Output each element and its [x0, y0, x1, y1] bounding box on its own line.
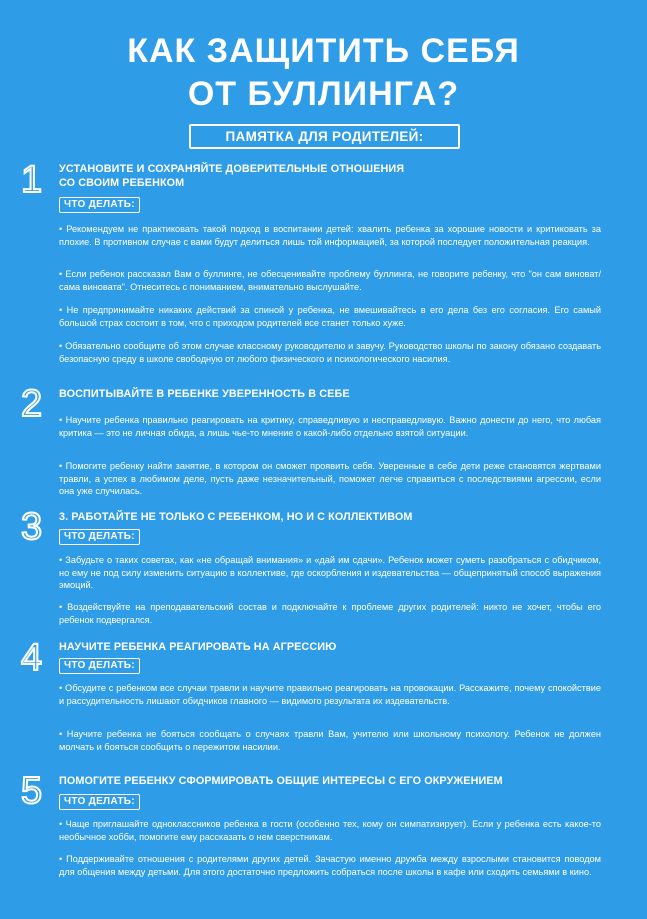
section-5-number: 5: [21, 770, 43, 812]
section-1-number: 1: [21, 159, 43, 201]
section-1-paragraph-3: • Не предпринимайте никаких действий за спиной у ребенка, не вмешивайтесь в его дела без его согласия. Его самый большой страх состоит в том, что с приходом родителей все станет только хуже.: [59, 305, 601, 328]
section-4-todo-label: ЧТО ДЕЛАТЬ:: [59, 658, 140, 674]
section-1-todo-label: ЧТО ДЕЛАТЬ:: [59, 197, 140, 213]
section-4-number: 4: [21, 637, 43, 679]
section-1-heading: [59, 162, 619, 190]
page-title: [0, 30, 647, 116]
section-4-heading: НАУЧИТЕ РЕБЕНКА РЕАГИРОВАТЬ НА АГРЕССИЮ: [59, 641, 337, 653]
section-2-number: 2: [21, 383, 43, 425]
subtitle-badge: ПАМЯТКА ДЛЯ РОДИТЕЛЕЙ:: [189, 124, 460, 149]
section-1-paragraph-1: • Рекомендуем не практиковать такой подход в воспитании детей: хвалить ребенка за хорошие новости и критиковать за плохие. В противном случае с вами будут делиться лишь той информацией, за которой последует положительная реакция.: [59, 224, 601, 247]
section-3-heading: 3. РАБОТАЙТЕ НЕ ТОЛЬКО С РЕБЕНКОМ, НО И С КОЛЛЕКТИВОМ: [59, 511, 413, 523]
section-3-paragraph-1: • Забудьте о таких советах, как «не обращай внимания» и «дай им сдачи». Ребенок может суметь разобраться с обидчиком, но ему не под силу изменить ситуацию в коллективе, где оскорбления и издевательства — общепринятый способ выражения эмоций.: [59, 555, 601, 591]
section-4-paragraph-1: • Обсудите с ребенком все случаи травли и научите правильно реагировать на провокации. Расскажите, почему спокойствие и рассудительность лишают обидчиков главного — видимого результата их издевательств.: [59, 683, 601, 706]
section-3-paragraph-2: • Воздействуйте на преподавательский состав и подключайте к проблеме других родителей: никто не хочет, чтобы его ребенок подвергался.: [59, 602, 601, 625]
section-5-paragraph-1: • Чаще приглашайте одноклассников ребенка в гости (особенно тех, кому он симпатизирует). Если у ребенка есть какое-то необычное хобби, помогите ему рассказать о нем сверстникам.: [59, 819, 601, 842]
section-2-paragraph-1: • Научите ребенка правильно реагировать на критику, справедливую и несправедливую. Важно донести до него, что любая критика — это не личная обида, а лишь чье-то мнение о какой-либо отдельно взятой ситуации.: [59, 415, 601, 438]
section-5-paragraph-2: • Поддерживайте отношения с родителями других детей. Зачастую именно дружба между взрослыми становится поводом для общения между детьми. Для этого достаточно предложить собраться после школы в кафе или сходить семьями в кино.: [59, 854, 601, 877]
title-line-1: КАК ЗАЩИТИТЬ СЕБЯ: [127, 32, 520, 70]
section-2-heading: ВОСПИТЫВАЙТЕ В РЕБЕНКЕ УВЕРЕННОСТЬ В СЕБЕ: [59, 388, 350, 400]
section-1-heading-line-2: СО СВОИМ РЕБЕНКОМ: [59, 177, 185, 189]
section-1-heading-line-1: УСТАНОВИТЕ И СОХРАНЯЙТЕ ДОВЕРИТЕЛЬНЫЕ ОТНОШЕНИЯ: [59, 163, 405, 175]
section-2-paragraph-2: • Помогите ребенку найти занятие, в котором он сможет проявить себя. Уверенные в себе дети реже становятся жертвами травли, а успех в любимом деле, пусть даже незначительный, поможет легче справиться с последствиями агрессии, если она уже случилась.: [59, 461, 601, 497]
section-3-number: 3: [21, 506, 43, 548]
section-1-paragraph-4: • Обязательно сообщите об этом случае классному руководителю и завучу. Руководство школы по закону обязано создавать безопасную среду в школе свободную от любого физического и психологического насилия.: [59, 341, 601, 364]
section-3-todo-label: ЧТО ДЕЛАТЬ:: [59, 529, 140, 545]
section-4-paragraph-2: • Научите ребенка не бояться сообщать о случаях травли Вам, учителю или школьному психологу. Ребенок не должен молчать и бояться сообщить о пережитом насилии.: [59, 729, 601, 752]
title-line-2: ОТ БУЛЛИНГА?: [187, 75, 460, 113]
section-5-heading: ПОМОГИТЕ РЕБЕНКУ СФОРМИРОВАТЬ ОБЩИЕ ИНТЕРЕСЫ С ЕГО ОКРУЖЕНИЕМ: [59, 775, 503, 787]
section-5-todo-label: ЧТО ДЕЛАТЬ:: [59, 794, 140, 810]
section-1-paragraph-2: • Если ребенок рассказал Вам о буллинге, не обесценивайте проблему буллинга, не говорите ребенку, что "он сам виноват/сама виновата". Отнеситесь с пониманием, внимательно выслушайте.: [59, 269, 601, 292]
